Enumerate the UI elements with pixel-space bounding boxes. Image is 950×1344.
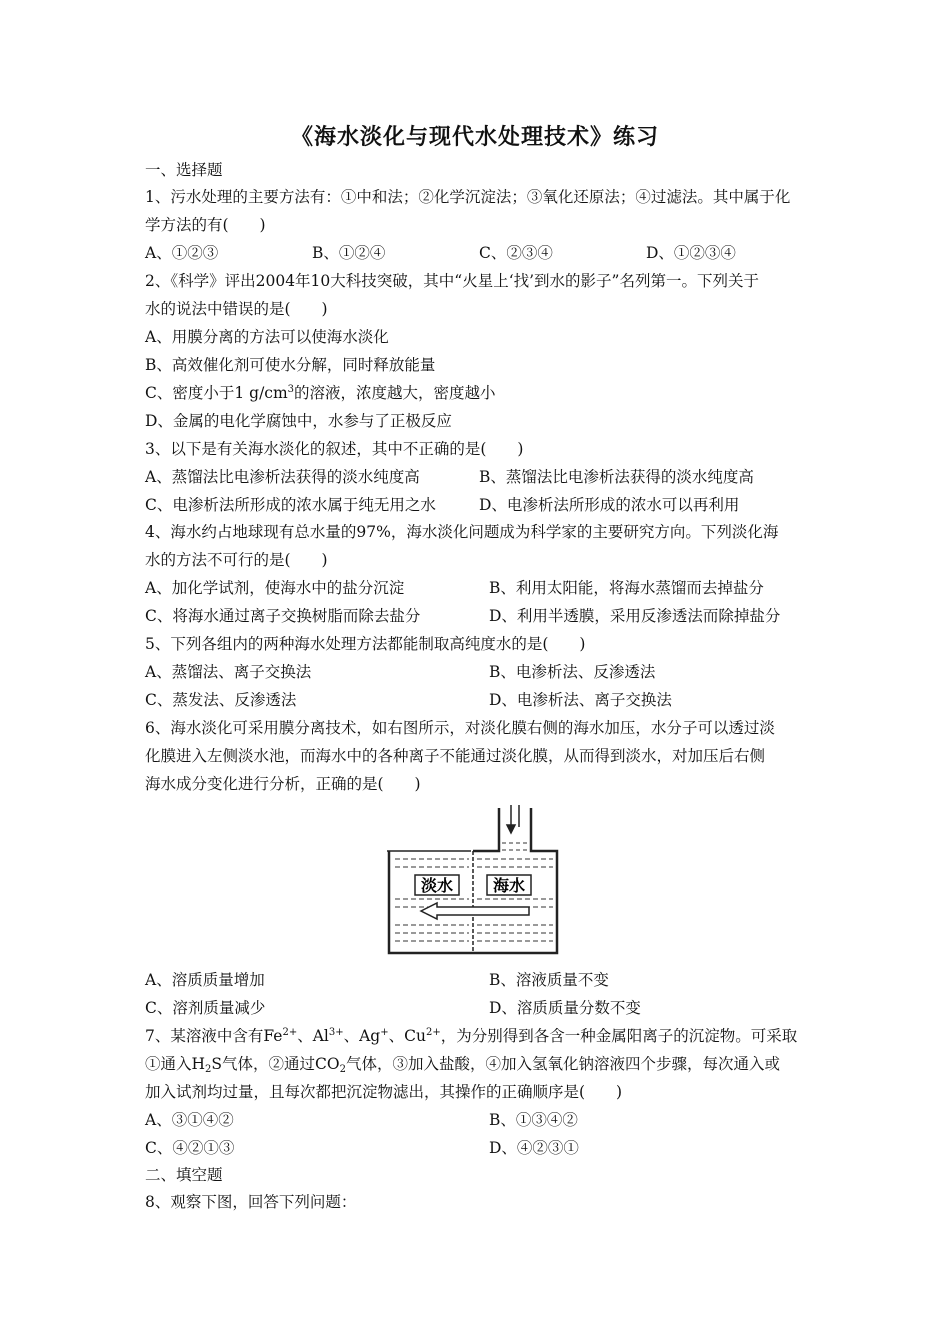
q6-option-c: C、溶剂质量减少	[145, 999, 266, 1017]
q2-option-c-sup: 3	[287, 384, 295, 395]
q5-option-a: A、蒸馏法、离子交换法	[145, 663, 312, 681]
question-1-text: 1、污水处理的主要方法有：①中和法；②化学沉淀法；③氧化还原法；④过滤法。其中属于化	[145, 188, 791, 206]
q2-option-c-post: 的溶液，浓度越大，密度越小	[294, 384, 496, 402]
q7-ag-charge: +	[380, 1027, 389, 1038]
desalination-membrane-diagram	[383, 803, 563, 958]
q4-option-b: B、利用太阳能，将海水蒸馏而去掉盐分	[489, 579, 764, 597]
q7-fe-charge: 2+	[282, 1027, 298, 1038]
q5-option-c: C、蒸发法、反渗透法	[145, 691, 297, 709]
q7-al-charge: 3+	[328, 1027, 344, 1038]
sea-water-lines	[477, 859, 553, 941]
question-6-text-cont2: 海水成分变化进行分析，正确的是( )	[145, 775, 421, 793]
q3-option-d: D、电渗析法所形成的浓水可以再利用	[479, 496, 740, 514]
question-6-text-cont: 化膜进入左侧淡水池，而海水中的各种离子不能通过淡化膜，从而得到淡水，对加压后右侧	[145, 747, 766, 765]
q2-option-a: A、用膜分离的方法可以使海水淡化	[145, 328, 389, 346]
q3-option-c: C、电渗析法所形成的浓水属于纯无用之水	[145, 496, 436, 514]
fresh-water-label: 淡水	[420, 876, 454, 895]
q2-option-c-pre: C、密度小于1 g/cm	[145, 384, 288, 402]
q6-option-a: A、溶质质量增加	[145, 971, 265, 989]
pressure-arrow-icon	[507, 805, 519, 833]
q4-option-d: D、利用半透膜，采用反渗透法而除掉盐分	[489, 607, 781, 625]
question-8-text: 8、观察下图，回答下列问题：	[145, 1193, 357, 1211]
q7-option-a: A、③①④②	[145, 1111, 234, 1129]
q7-cu-charge: 2+	[425, 1027, 441, 1038]
question-7-text-cont2: 加入试剂均过量，且每次都把沉淀物滤出，其操作的正确顺序是( )	[145, 1083, 623, 1101]
q5-option-d: D、电渗析法、离子交换法	[489, 691, 672, 709]
water-flow-arrow-icon	[421, 903, 529, 919]
q7-co2-sub: 2	[339, 1064, 346, 1075]
question-4-text-cont: 水的方法不可行的是( )	[145, 551, 328, 569]
q7-h2-sub: 2	[205, 1064, 212, 1075]
question-2-text-cont: 水的说法中错误的是( )	[145, 300, 328, 318]
q7-option-d: D、④②③①	[489, 1139, 579, 1157]
q7-option-b: B、①③④②	[489, 1111, 578, 1129]
fresh-water-lines	[395, 859, 469, 941]
q5-option-b: B、电渗析法、反渗透法	[489, 663, 656, 681]
q7-option-c: C、④②①③	[145, 1139, 235, 1157]
q7-text-b: 、Al	[297, 1027, 329, 1045]
q1-option-b: B、①②④	[312, 244, 386, 262]
q7-text-g: S气体，②通过CO	[211, 1055, 340, 1073]
q4-option-a: A、加化学试剂，使海水中的盐分沉淀	[145, 579, 405, 597]
question-3-text: 3、以下是有关海水淡化的叙述，其中不正确的是( )	[145, 440, 524, 458]
q3-option-a: A、蒸馏法比电渗析法获得的淡水纯度高	[145, 468, 420, 486]
question-5-text: 5、下列各组内的两种海水处理方法都能制取高纯度水的是( )	[145, 635, 586, 653]
question-4-text: 4、海水约占地球现有总水量的97%，海水淡化问题成为科学家的主要研究方向。下列淡化海	[145, 523, 779, 541]
q1-option-d: D、①②③④	[646, 244, 736, 262]
q6-option-d: D、溶质质量分数不变	[489, 999, 641, 1017]
q7-text-a: 7、某溶液中含有Fe	[145, 1027, 283, 1045]
q7-text-e: ，为分别得到各含一种金属阳离子的沉淀物。可采取	[440, 1027, 798, 1045]
q6-option-b: B、溶液质量不变	[489, 971, 609, 989]
q3-option-b: B、蒸馏法比电渗析法获得的淡水纯度高	[479, 468, 754, 486]
question-7-text	[145, 1026, 797, 1046]
q4-option-c: C、将海水通过离子交换树脂而除去盐分	[145, 607, 421, 625]
q2-option-b: B、高效催化剂可使水分解，同时释放能量	[145, 356, 436, 374]
question-6-text: 6、海水淡化可采用膜分离技术，如右图所示，对淡化膜右侧的海水加压，水分子可以透过淡	[145, 719, 775, 737]
q7-text-c: 、Ag	[343, 1027, 381, 1045]
question-2-text: 2、《科学》评出2004年10大科技突破，其中“火星上‘找’到水的影子”名列第一。下列关于	[145, 272, 759, 290]
section-heading-choice: 一、选择题	[145, 161, 223, 179]
question-1-text-cont: 学方法的有( )	[145, 216, 266, 234]
q1-option-a: A、①②③	[145, 244, 219, 262]
q2-option-d: D、金属的电化学腐蚀中，水参与了正极反应	[145, 412, 452, 430]
page-title: 《海水淡化与现代水处理技术》练习	[290, 124, 659, 150]
sea-water-label: 海水	[492, 876, 526, 895]
q2-option-c	[145, 383, 496, 403]
question-7-text-cont	[145, 1054, 780, 1074]
q7-text-d: 、Cu	[388, 1027, 426, 1045]
section-heading-fill: 二、填空题	[145, 1166, 223, 1184]
q7-text-h: 气体，③加入盐酸，④加入氢氧化钠溶液四个步骤，每次通入或	[345, 1055, 780, 1073]
q7-text-f: ①通入H	[145, 1055, 206, 1073]
q1-option-c: C、②③④	[479, 244, 553, 262]
